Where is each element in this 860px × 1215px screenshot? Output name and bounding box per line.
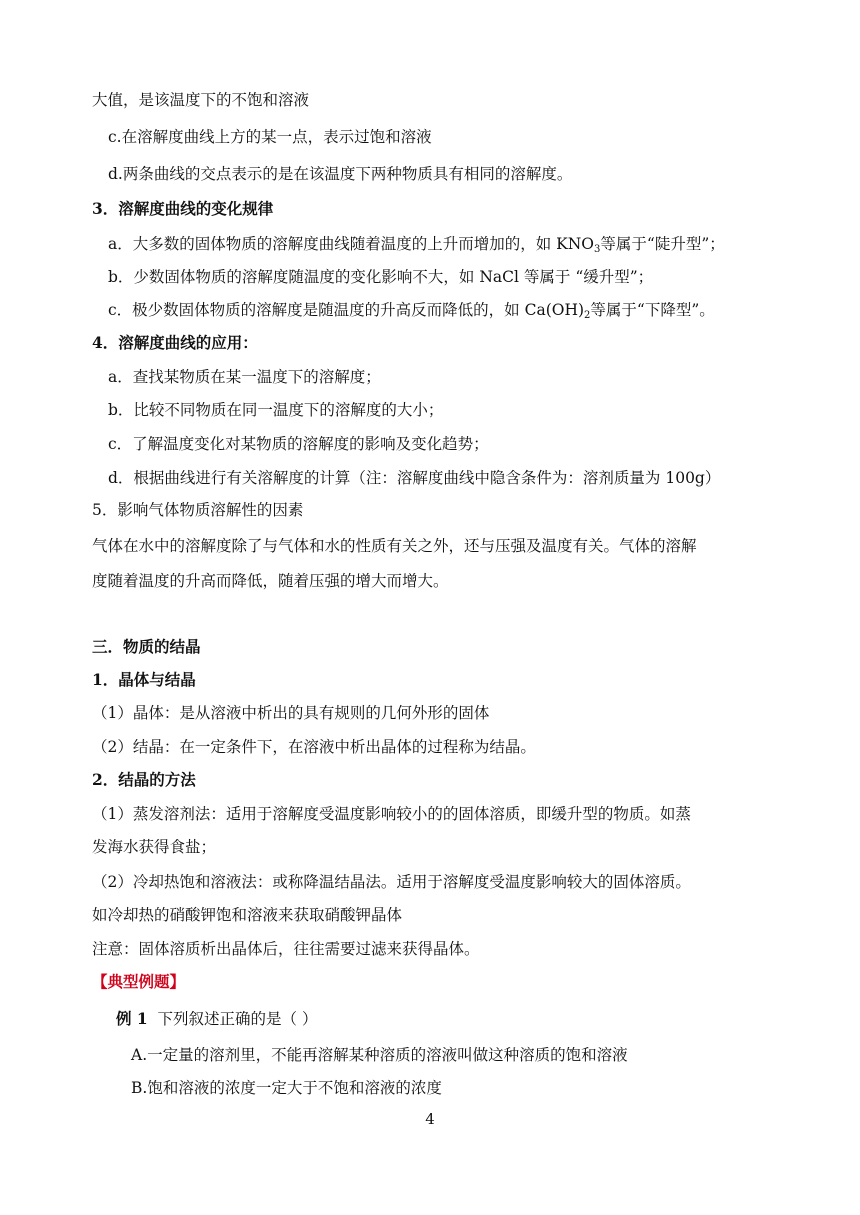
text-line: 度随着温度的升高而降低，随着压强的增大而增大。 <box>92 572 449 590</box>
text-line: （1）蒸发溶剂法：适用于溶解度受温度影响较小的的固体溶质，即缓升型的物质。如蒸 <box>92 805 691 823</box>
text-fragment: c．极少数固体物质的溶解度是随温度的升高反而降低的，如 Ca(OH) <box>108 301 585 319</box>
text-line: （1）晶体：是从溶液中析出的具有规则的几何外形的固体 <box>92 704 490 722</box>
text-line: a．查找某物质在某一温度下的溶解度； <box>108 368 381 386</box>
text-line: 大值，是该温度下的不饱和溶液 <box>92 91 310 109</box>
text-line: 注意：固体溶质析出晶体后，往往需要过滤来获得晶体。 <box>92 940 480 958</box>
text-line: c.在溶解度曲线上方的某一点，表示过饱和溶液 <box>108 128 432 146</box>
text-line <box>108 300 715 320</box>
section-heading: 2．结晶的方法 <box>92 770 196 789</box>
text-fragment: a．大多数的固体物质的溶解度曲线随着温度的上升而增加的，如 KNO <box>108 235 595 253</box>
text-line: d.两条曲线的交点表示的是在该温度下两种物质具有相同的溶解度。 <box>108 165 573 183</box>
section-heading: 5．影响气体物质溶解性的因素 <box>92 501 304 519</box>
text-line: （2）冷却热饱和溶液法：或称降温结晶法。适用于溶解度受温度影响较大的固体溶质。 <box>92 873 691 891</box>
text-line: b．少数固体物质的溶解度随温度的变化影响不大，如 NaCl 等属于 “缓升型”； <box>108 268 654 286</box>
text-line: 如冷却热的硝酸钾饱和溶液来获取硝酸钾晶体 <box>92 906 403 924</box>
text-line: b．比较不同物质在同一温度下的溶解度的大小； <box>108 401 444 419</box>
example-question <box>116 1009 317 1029</box>
text-line: 发海水获得食盐； <box>92 838 217 856</box>
example-heading: 【典型例题】 <box>92 972 186 991</box>
text-line: d．根据曲线进行有关溶解度的计算（注：溶解度曲线中隐含条件为：溶剂质量为 100g） <box>108 469 721 487</box>
subscript: 3 <box>594 244 601 255</box>
subscript: 2 <box>584 310 591 321</box>
page-number: 4 <box>425 1110 435 1128</box>
text-line <box>108 234 725 254</box>
example-label: 例 1 <box>116 1009 148 1028</box>
section-heading: 1．晶体与结晶 <box>92 670 196 689</box>
option-a: A.一定量的溶剂里，不能再溶解某种溶质的溶液叫做这种溶质的饱和溶液 <box>131 1046 628 1064</box>
text-fragment: 等属于“陡升型”； <box>600 235 725 253</box>
question-text: 下列叙述正确的是（ ） <box>157 1010 318 1028</box>
section-heading: 4．溶解度曲线的应用： <box>92 333 258 352</box>
text-line: c．了解温度变化对某物质的溶解度的影响及变化趋势； <box>108 435 489 453</box>
section-heading: 三．物质的结晶 <box>92 637 201 656</box>
text-line: （2）结晶：在一定条件下，在溶液中析出晶体的过程称为结晶。 <box>92 738 536 756</box>
text-fragment: 等属于“下降型”。 <box>590 301 715 319</box>
text-line: 气体在水中的溶解度除了与气体和水的性质有关之外，还与压强及温度有关。气体的溶解 <box>92 537 697 555</box>
section-heading: 3．溶解度曲线的变化规律 <box>92 199 274 218</box>
option-b: B.饱和溶液的浓度一定大于不饱和溶液的浓度 <box>131 1079 442 1097</box>
